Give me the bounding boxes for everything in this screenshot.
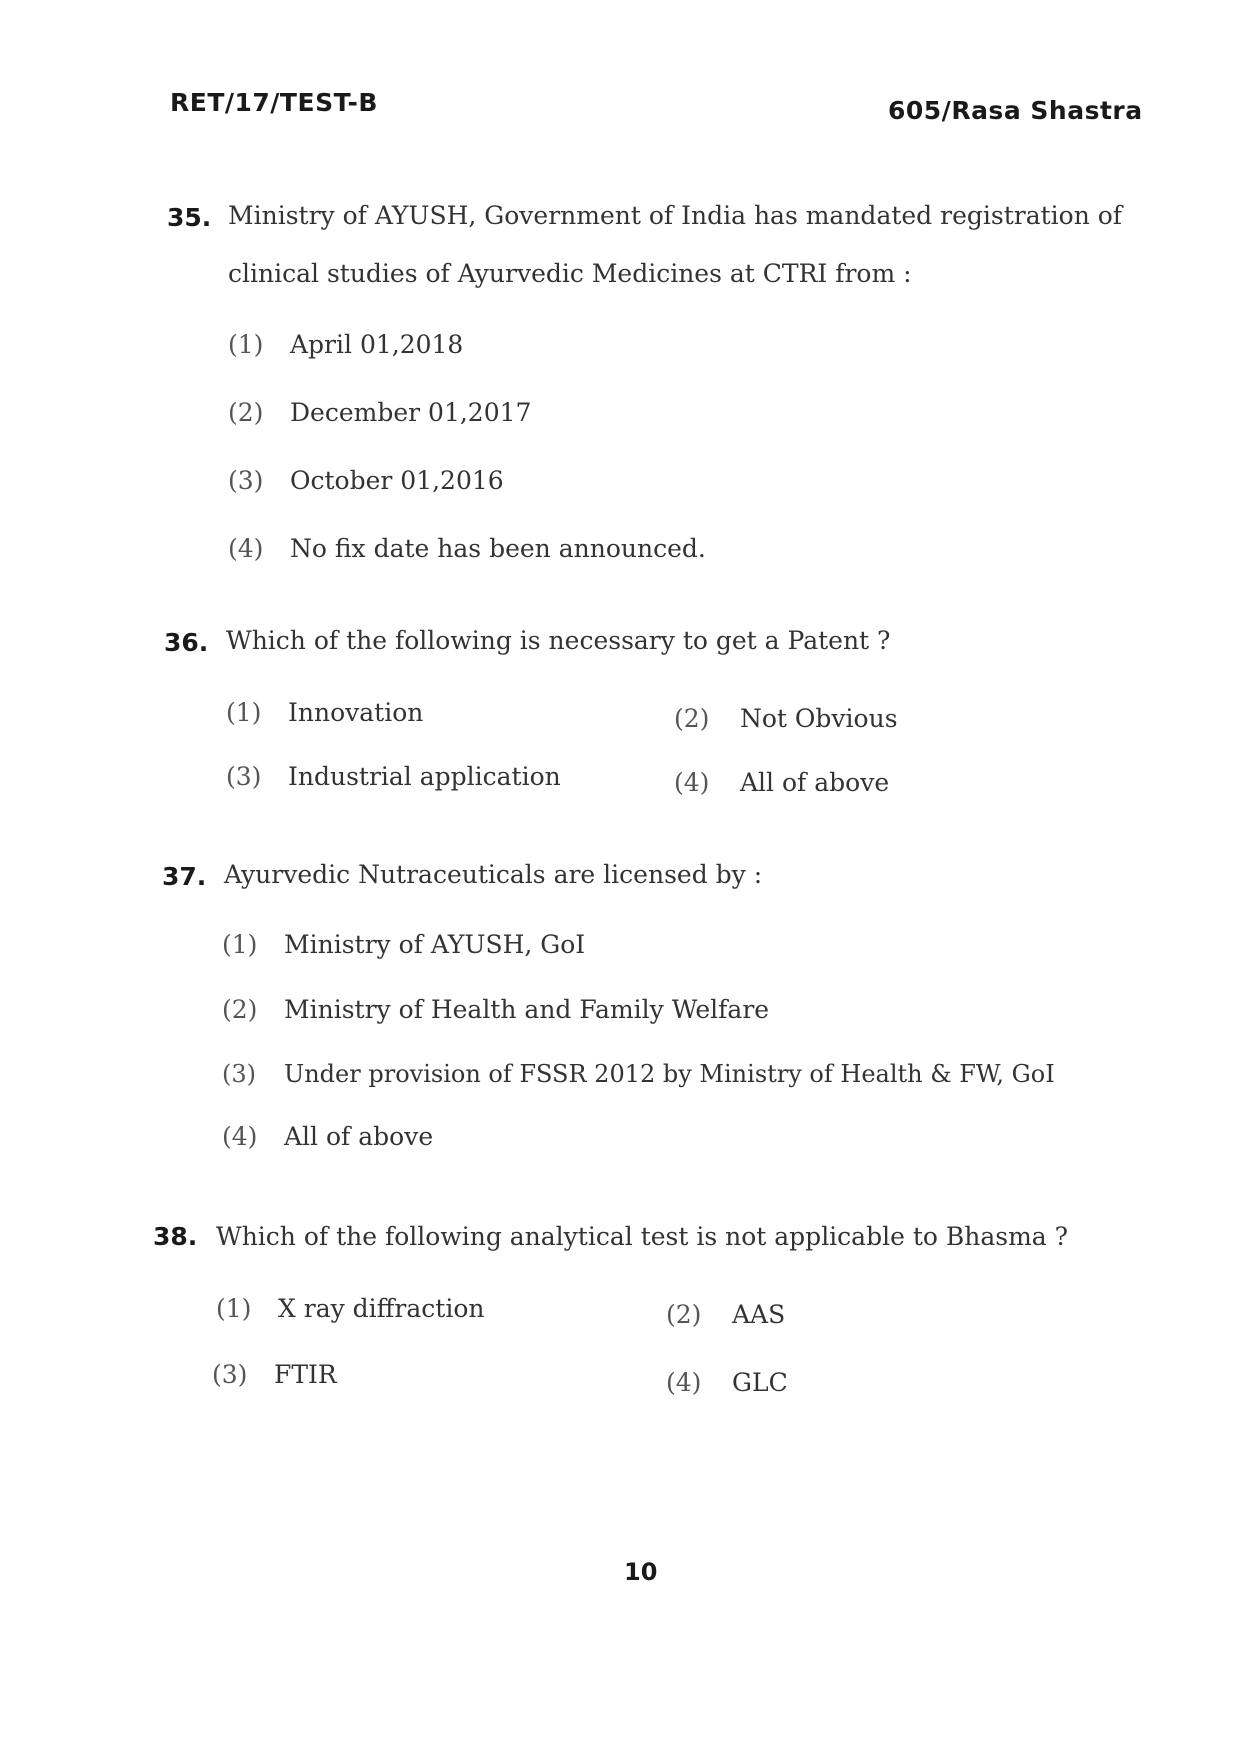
question-text: Ayurvedic Nutraceuticals are licensed by : <box>224 860 763 889</box>
option-number: (1) <box>226 698 262 727</box>
option-number: (1) <box>222 930 258 959</box>
question-number: 38. <box>153 1222 198 1251</box>
option-4 <box>228 534 706 563</box>
option-number: (2) <box>674 704 710 733</box>
option-text: Ministry of Health and Family Welfare <box>284 995 770 1024</box>
option-text: Under provision of FSSR 2012 by Ministry of Health & FW, GoI <box>284 1060 1055 1088</box>
option-4 <box>674 768 889 797</box>
question-text: Which of the following is necessary to get a Patent ? <box>226 626 891 655</box>
option-text: Ministry of AYUSH, GoI <box>284 930 586 959</box>
option-text: Innovation <box>288 698 424 727</box>
option-2 <box>674 704 898 733</box>
option-number: (3) <box>226 762 262 791</box>
option-3 <box>228 466 504 495</box>
option-text: April 01,2018 <box>290 330 464 359</box>
option-text: Industrial application <box>288 762 561 791</box>
option-number: (4) <box>222 1122 258 1151</box>
question-number: 36. <box>164 628 209 657</box>
option-number: (1) <box>228 330 264 359</box>
option-text: X ray diffraction <box>278 1294 485 1323</box>
option-text: AAS <box>732 1300 786 1329</box>
option-number: (4) <box>228 534 264 563</box>
option-number: (3) <box>212 1360 248 1389</box>
option-text: December 01,2017 <box>290 398 532 427</box>
option-2 <box>222 995 769 1024</box>
option-text: All of above <box>740 768 890 797</box>
page-number: 10 <box>624 1558 658 1586</box>
option-1 <box>226 698 423 727</box>
option-number: (3) <box>228 466 264 495</box>
option-number: (4) <box>674 768 710 797</box>
option-3 <box>226 762 561 791</box>
option-text: October 01,2016 <box>290 466 504 495</box>
option-1 <box>228 330 463 359</box>
option-number: (2) <box>228 398 264 427</box>
option-2 <box>666 1300 785 1329</box>
option-number: (4) <box>666 1368 702 1397</box>
option-3 <box>222 1060 1055 1088</box>
option-text: No fix date has been announced. <box>290 534 706 563</box>
question-text: Ministry of AYUSH, Government of India has mandated registration of clinical studies of Ayurvedic Medicines at CTRI from : <box>228 201 1123 288</box>
option-text: GLC <box>732 1368 788 1397</box>
option-3 <box>212 1360 337 1389</box>
question-text: Which of the following analytical test is not applicable to Bhasma ? <box>216 1222 1069 1251</box>
option-4 <box>666 1368 788 1397</box>
option-number: (2) <box>666 1300 702 1329</box>
question-number: 37. <box>162 862 207 891</box>
question-number: 35. <box>167 203 212 232</box>
option-4 <box>222 1122 433 1151</box>
option-text: All of above <box>284 1122 434 1151</box>
option-text: Not Obvious <box>740 704 898 733</box>
option-1 <box>222 930 585 959</box>
option-number: (2) <box>222 995 258 1024</box>
option-text: FTIR <box>274 1360 337 1389</box>
option-number: (1) <box>216 1294 252 1323</box>
header-code: RET/17/TEST-B <box>170 88 378 117</box>
header-subject: 605/Rasa Shastra <box>888 96 1143 125</box>
option-2 <box>228 398 531 427</box>
option-number: (3) <box>222 1060 256 1088</box>
option-1 <box>216 1294 484 1323</box>
